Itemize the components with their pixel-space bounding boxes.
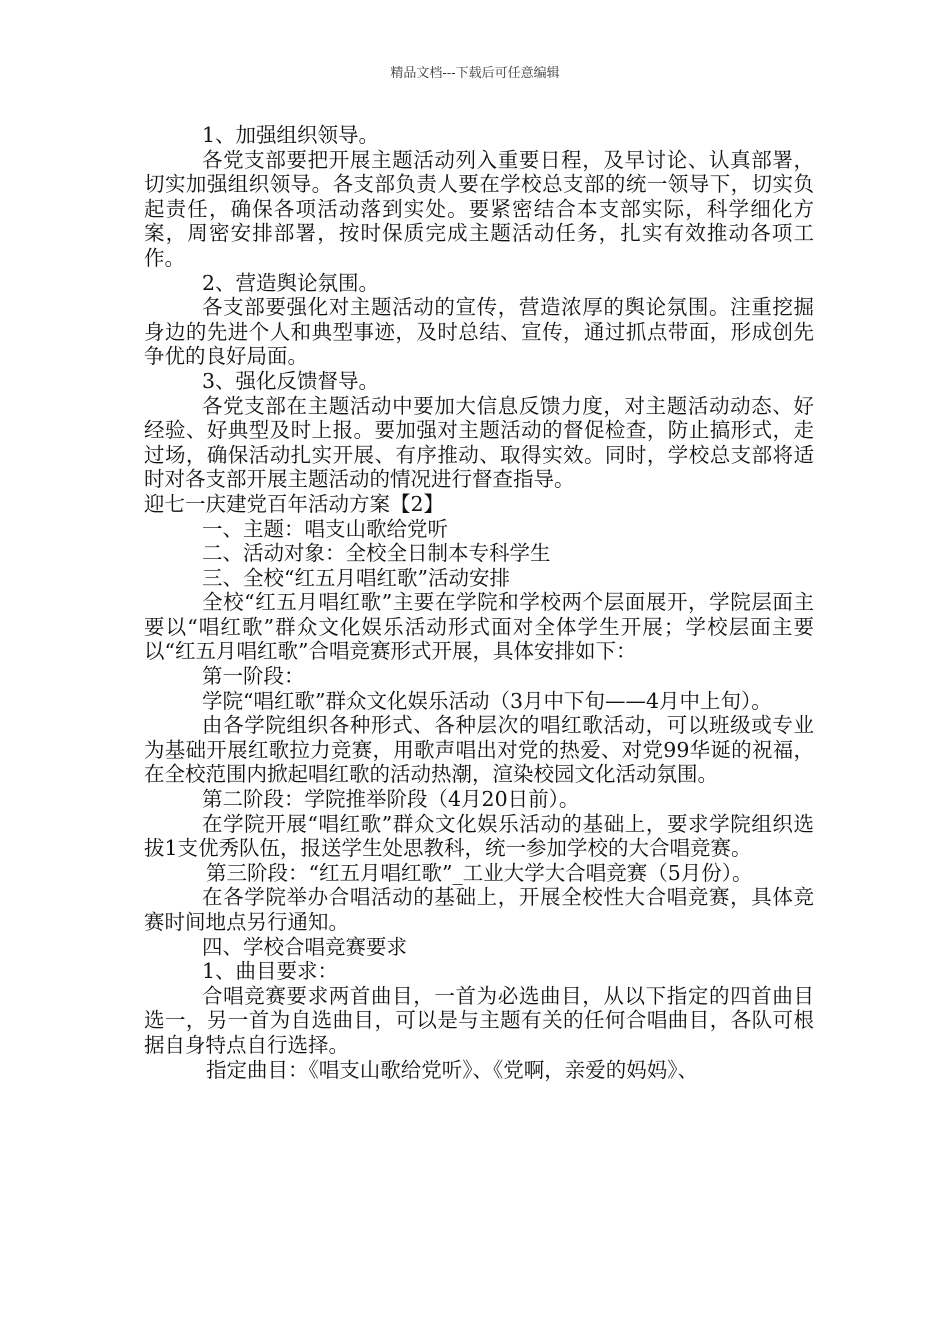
- paragraph: 学院“唱红歌”群众文化娱乐活动（3月中下旬——4月中上旬）。: [202, 688, 772, 713]
- paragraph: 指定曲目：《唱支山歌给党听》、《党啊，亲爱的妈妈》、: [206, 1057, 698, 1082]
- paragraph: 各党支部在主题活动中要加大信息反馈力度，对主题活动动态、好经验、好典型及时上报。要加强对主题活动的督促检查，防止搞形式，走过场，确保活动扎实开展、有序推动、取得实效。同时，学校总支部将适时对各支部开展主题活动的情况进行督查指导。: [144, 393, 814, 492]
- paragraph: 在各学院举办合唱活动的基础上，开展全校性大合唱竞赛，具体竞赛时间地点另行通知。: [144, 885, 814, 934]
- document-title: 迎七一庆建党百年活动方案【2】: [144, 491, 445, 516]
- document-body: [144, 123, 814, 1082]
- stage-heading: 第三阶段：“红五月唱红歌”_工业大学大合唱竞赛（5月份）。: [206, 860, 753, 885]
- paragraph: 由各学院组织各种形式、各种层次的唱红歌活动，可以班级或专业为基础开展红歌拉力竞赛，用歌声唱出对党的热爱、对党99华诞的祝福，在全校范围内掀起唱红歌的活动热潮，渲染校园文化活动氛围。: [144, 713, 814, 787]
- paragraph: 各党支部要把开展主题活动列入重要日程，及早讨论、认真部署，切实加强组织领导。各支部负责人要在学校总支部的统一领导下，切实负起责任，确保各项活动落到实处。要紧密结合本支部实际，科学细化方案，周密安排部署，按时保质完成主题活动任务，扎实有效推动各项工作。: [144, 147, 814, 270]
- section-heading: 四、学校合唱竞赛要求: [202, 934, 407, 959]
- section-heading: 1、曲目要求：: [202, 959, 339, 984]
- section-heading: 3、强化反馈督导。: [202, 368, 380, 393]
- paragraph: 全校“红五月唱红歌”主要在学院和学校两个层面展开，学院层面主要以“唱红歌”群众文化娱乐活动形式面对全体学生开展；学校层面主要以“红五月唱红歌”合唱竞赛形式开展，具体安排如下：: [144, 590, 814, 664]
- stage-heading: 第二阶段：学院推举阶段（4月20日前）。: [202, 787, 580, 812]
- paragraph: 各支部要强化对主题活动的宣传，营造浓厚的舆论氛围。注重挖掘身边的先进个人和典型事迹，及时总结、宣传，通过抓点带面，形成创先争优的良好局面。: [144, 295, 814, 369]
- paragraph: 在学院开展“唱红歌”群众文化娱乐活动的基础上，要求学院组织选拔1支优秀队伍，报送学生处思教科，统一参加学校的大合唱竞赛。: [144, 811, 814, 861]
- section-heading: 一、主题：唱支山歌给党听: [202, 516, 448, 541]
- section-heading: 三、全校“红五月唱红歌”活动安排: [202, 565, 510, 590]
- section-heading: 1、加强组织领导。: [202, 123, 380, 147]
- paragraph: 合唱竞赛要求两首曲目，一首为必选曲目，从以下指定的四首曲目选一，另一首为自选曲目，可以是与主题有关的任何合唱曲目，各队可根据自身特点自行选择。: [144, 983, 814, 1057]
- section-heading: 2、营造舆论氛围。: [202, 270, 380, 295]
- page-header: 精品文档---下载后可任意编辑: [390, 66, 560, 81]
- section-heading: 二、活动对象：全校全日制本专科学生: [202, 541, 551, 566]
- stage-heading: 第一阶段：: [202, 664, 305, 689]
